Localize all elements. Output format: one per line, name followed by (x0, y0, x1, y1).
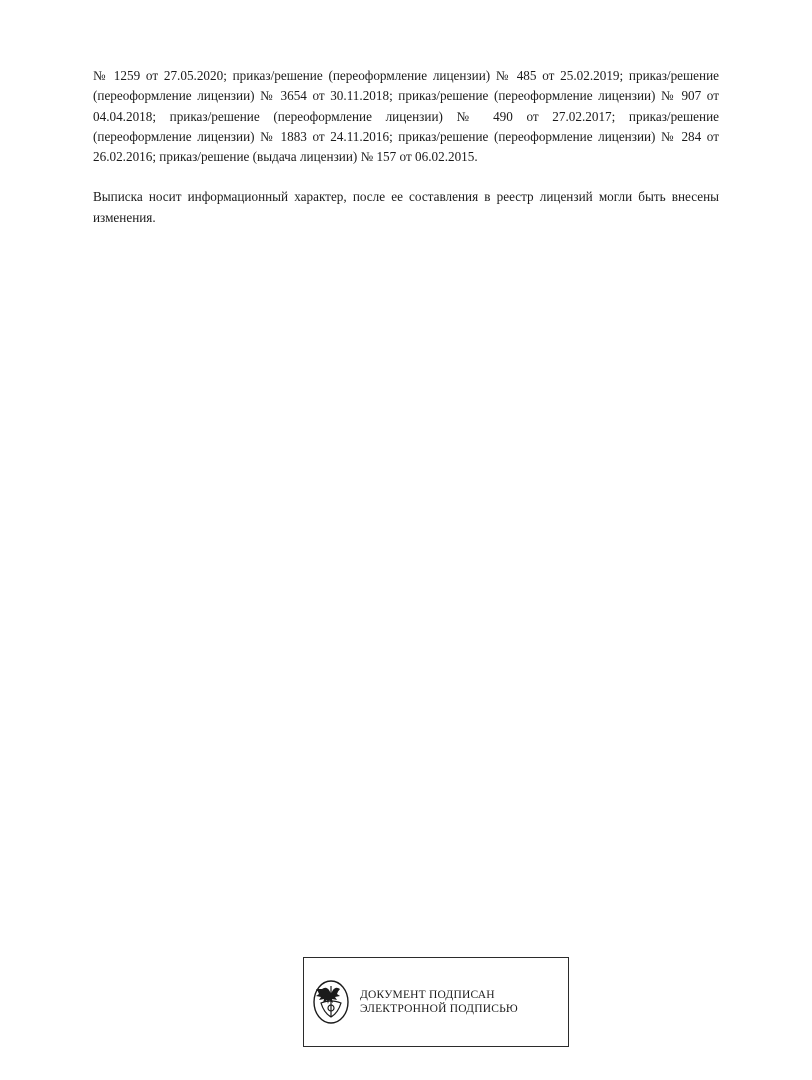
electronic-signature-stamp (303, 957, 569, 1047)
double-headed-eagle-emblem-icon (312, 979, 350, 1025)
document-body (93, 66, 719, 228)
stamp-line-1: ДОКУМЕНТ ПОДПИСАН (360, 988, 495, 1001)
paragraph-orders-list: № 1259 от 27.05.2020; приказ/решение (переоформление лицензии) № 485 от 25.02.2019; приказ/решение (переоформление лицензии) № 3654 от 30.11.2018; приказ/решение (переоформление лицензии) № 907 от 04.04.2018; приказ/решение (переоформление лицензии) № 490 от 27.02.2017; приказ/решение (переоформление лицензии) № 1883 от 24.11.2016; приказ/решение (переоформление лицензии) № 284 от 26.02.2016; приказ/решение (выдача лицензии) № 157 от 06.02.2015. (93, 68, 719, 165)
stamp-line-2: ЭЛЕКТРОННОЙ ПОДПИСЬЮ (360, 1003, 518, 1015)
stamp-text-block (360, 988, 518, 1017)
paragraph-disclaimer: Выписка носит информационный характер, после ее составления в реестр лицензий могли быть внесены изменения. (93, 189, 719, 225)
